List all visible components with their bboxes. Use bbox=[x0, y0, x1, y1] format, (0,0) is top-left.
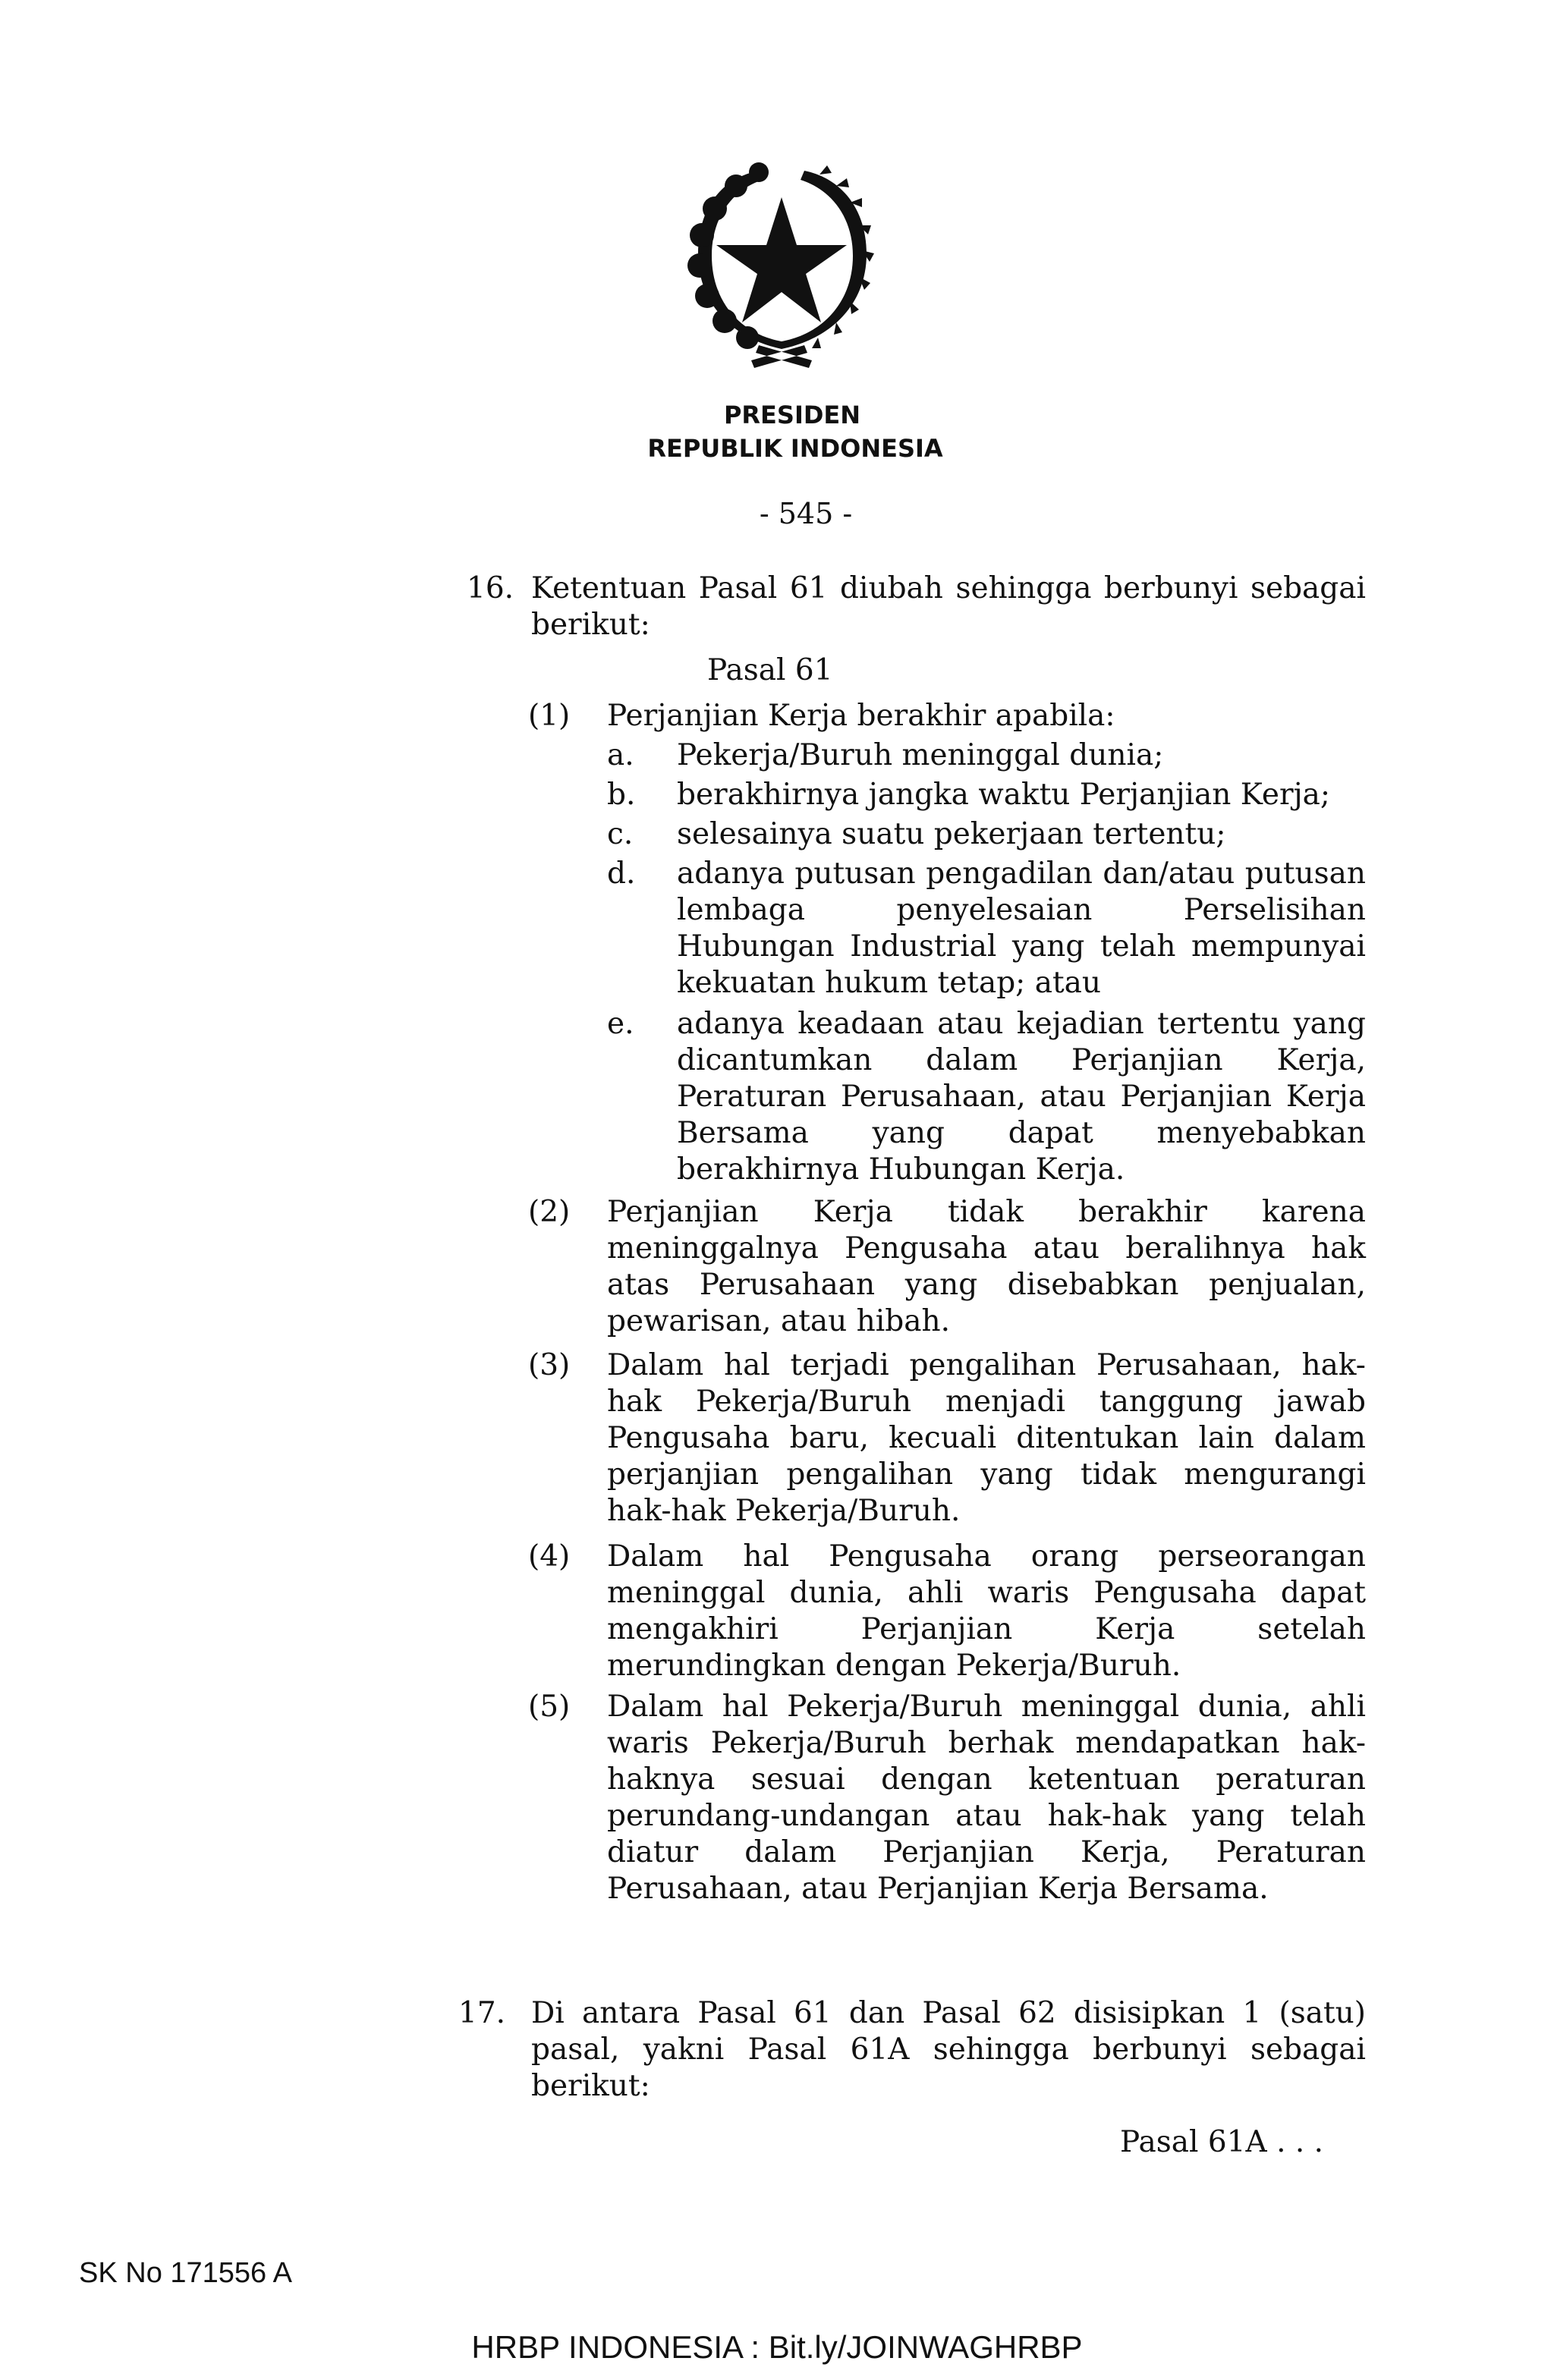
letterhead bbox=[0, 398, 1554, 465]
clause-text: Dalam hal terjadi pengalihan Perusahaan, hak-hak Pekerja/Buruh menjadi tanggung jawab Pengusaha baru, kecuali ditentukan lain dalam perjanjian pengalihan yang tidak mengurangi hak-hak Pekerja/Buruh. bbox=[607, 1348, 1366, 1528]
clause-number: (4) bbox=[528, 1539, 571, 1574]
continuation-marker: Pasal 61A . . . bbox=[1120, 2125, 1324, 2159]
subitem-letter: a. bbox=[607, 738, 634, 772]
pasal-title: Pasal 61 bbox=[707, 653, 833, 687]
garuda-star-emblem-icon bbox=[668, 156, 895, 383]
clause-number: (5) bbox=[528, 1690, 571, 1724]
sk-number: SK No 171556 A bbox=[79, 2257, 292, 2289]
clause-number: (2) bbox=[528, 1195, 571, 1229]
subitem-letter: d. bbox=[607, 857, 636, 891]
letterhead-line1: PRESIDEN bbox=[723, 401, 861, 429]
clause-text: Perjanjian Kerja berakhir apabila: bbox=[607, 699, 1115, 733]
clause-number: (3) bbox=[528, 1348, 571, 1382]
item-text: Di antara Pasal 61 dan Pasal 62 disisipkan 1 (satu) pasal, yakni Pasal 61A sehingga berbunyi sebagai berikut: bbox=[531, 1996, 1366, 2103]
clause-text: Dalam hal Pengusaha orang perseorangan meninggal dunia, ahli waris Pengusaha dapat mengakhiri Perjanjian Kerja setelah merundingkan dengan Pekerja/Buruh. bbox=[607, 1539, 1366, 1683]
subitem-text: berakhirnya jangka waktu Perjanjian Kerja; bbox=[677, 778, 1331, 812]
subitem-text: Pekerja/Buruh meninggal dunia; bbox=[677, 738, 1164, 772]
subitem-letter: e. bbox=[607, 1007, 634, 1041]
letterhead-line2: REPUBLIK INDONESIA bbox=[647, 434, 943, 463]
page-number: - 545 - bbox=[759, 497, 853, 530]
watermark-text: HRBP INDONESIA : Bit.ly/JOINWAGHRBP bbox=[471, 2329, 1083, 2365]
subitem-text: adanya putusan pengadilan dan/atau putusan lembaga penyelesaian Perselisihan Hubungan Industrial yang telah mempunyai kekuatan hukum tetap; atau bbox=[677, 857, 1366, 1000]
subitem-text: selesainya suatu pekerjaan tertentu; bbox=[677, 817, 1226, 851]
item-number: 16. bbox=[467, 571, 514, 605]
clause-number: (1) bbox=[528, 699, 571, 733]
item-intro: Ketentuan Pasal 61 diubah sehingga berbunyi sebagai berikut: bbox=[531, 571, 1366, 642]
subitem-letter: c. bbox=[607, 817, 634, 851]
clause-text: Perjanjian Kerja tidak berakhir karena meninggalnya Pengusaha atau beralihnya hak atas Perusahaan yang disebabkan penjualan, pewarisan, atau hibah. bbox=[607, 1195, 1366, 1338]
item-number: 17. bbox=[458, 1996, 506, 2030]
subitem-letter: b. bbox=[607, 778, 636, 812]
clause-text: Dalam hal Pekerja/Buruh meninggal dunia, ahli waris Pekerja/Buruh berhak mendapatkan hak-haknya sesuai dengan ketentuan peraturan perundang-undangan atau hak-hak yang telah diatur dalam Perjanjian Kerja, Peraturan Perusahaan, atau Perjanjian Kerja Bersama. bbox=[607, 1690, 1366, 1906]
subitem-text: adanya keadaan atau kejadian tertentu yang dicantumkan dalam Perjanjian Kerja, Peraturan Perusahaan, atau Perjanjian Kerja Bersama yang dapat menyebabkan berakhirnya Hubungan Kerja. bbox=[677, 1007, 1366, 1187]
